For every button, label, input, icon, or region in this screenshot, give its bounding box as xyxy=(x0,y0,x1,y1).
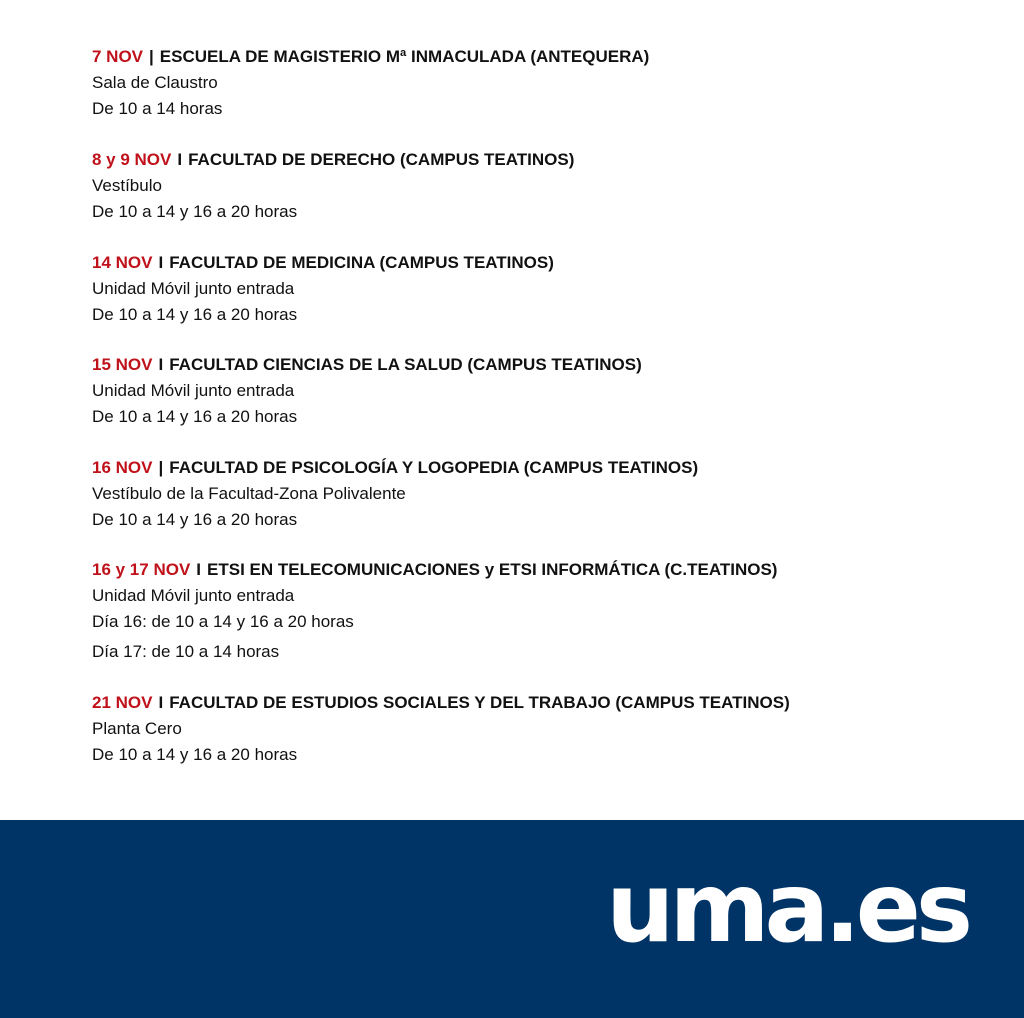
event-header xyxy=(92,252,992,278)
footer-banner xyxy=(0,820,1024,1018)
event-hours: De 10 a 14 y 16 a 20 horas xyxy=(92,202,298,221)
event-date: 16 y 17 NOV xyxy=(92,560,191,579)
event-location: Vestíbulo xyxy=(92,176,162,195)
event-item xyxy=(92,457,992,535)
event-item xyxy=(92,46,992,124)
event-header xyxy=(92,46,992,72)
event-hours: De 10 a 14 horas xyxy=(92,99,223,118)
event-separator: I xyxy=(158,355,164,374)
event-place: ETSI EN TELECOMUNICACIONES y ETSI INFORMÁTICA (C.TEATINOS) xyxy=(207,560,778,579)
event-separator: | xyxy=(149,47,154,66)
event-header xyxy=(92,149,992,175)
event-location: Planta Cero xyxy=(92,719,182,738)
event-header xyxy=(92,692,992,718)
event-item xyxy=(92,149,992,227)
event-hours: De 10 a 14 y 16 a 20 horas xyxy=(92,305,298,324)
event-date: 21 NOV xyxy=(92,693,153,712)
event-place: FACULTAD CIENCIAS DE LA SALUD (CAMPUS TEATINOS) xyxy=(169,355,642,374)
event-hours: De 10 a 14 y 16 a 20 horas xyxy=(92,407,298,426)
event-separator: I xyxy=(196,560,202,579)
event-hours: De 10 a 14 y 16 a 20 horas xyxy=(92,745,298,764)
event-location: Unidad Móvil junto entrada xyxy=(92,381,295,400)
event-place: FACULTAD DE DERECHO (CAMPUS TEATINOS) xyxy=(188,150,575,169)
event-place: FACULTAD DE PSICOLOGÍA Y LOGOPEDIA (CAMPUS TEATINOS) xyxy=(169,458,699,477)
event-date: 15 NOV xyxy=(92,355,153,374)
event-separator: I xyxy=(177,150,183,169)
uma-logo: uma.es xyxy=(606,852,968,964)
event-location: Unidad Móvil junto entrada xyxy=(92,279,295,298)
event-separator: | xyxy=(158,458,164,477)
event-location: Vestíbulo de la Facultad-Zona Polivalente xyxy=(92,484,406,503)
event-header xyxy=(92,457,992,483)
event-location: Unidad Móvil junto entrada xyxy=(92,586,295,605)
event-header xyxy=(92,559,992,585)
event-location: Sala de Claustro xyxy=(92,73,218,92)
event-hours: Día 17: de 10 a 14 horas xyxy=(92,642,280,661)
event-item xyxy=(92,354,992,432)
event-date: 8 y 9 NOV xyxy=(92,150,172,169)
event-item xyxy=(92,252,992,330)
event-item xyxy=(92,559,992,667)
event-item xyxy=(92,692,992,770)
event-date: 16 NOV xyxy=(92,458,153,477)
event-place: FACULTAD DE MEDICINA (CAMPUS TEATINOS) xyxy=(169,253,554,272)
event-separator: I xyxy=(158,253,164,272)
event-separator: I xyxy=(158,693,164,712)
event-hours: Día 16: de 10 a 14 y 16 a 20 horas xyxy=(92,612,354,631)
event-date: 14 NOV xyxy=(92,253,153,272)
event-header xyxy=(92,354,992,380)
event-date: 7 NOV xyxy=(92,47,144,66)
event-hours: De 10 a 14 y 16 a 20 horas xyxy=(92,510,298,529)
event-place: ESCUELA DE MAGISTERIO Mª INMACULADA (ANTEQUERA) xyxy=(159,47,650,66)
event-place: FACULTAD DE ESTUDIOS SOCIALES Y DEL TRABAJO (CAMPUS TEATINOS) xyxy=(169,693,790,712)
